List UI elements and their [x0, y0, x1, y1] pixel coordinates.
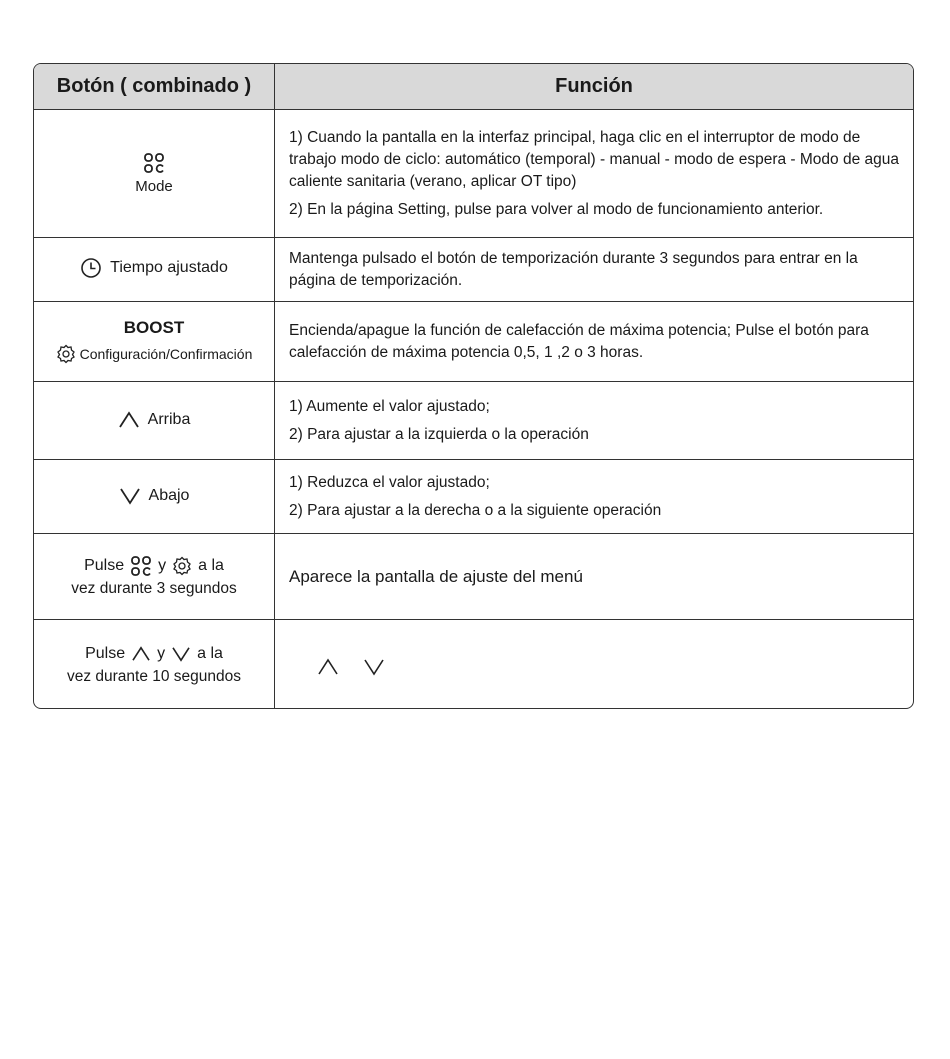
function-text: 1) Cuando la pantalla en la interfaz principal, haga clic en el interruptor de modo de trabajo modo de ciclo: automático (temporal) - manual - modo de espera - Modo de agua caliente sanitaria (verano, aplicar OT tipo) [289, 128, 899, 190]
mode-grid-icon [130, 555, 152, 577]
config-label: Configuración/Confirmación [79, 345, 253, 362]
gear-icon [56, 344, 76, 364]
header-button: Botón ( combinado ) [34, 64, 275, 110]
function-text: Mantenga pulsado el botón de temporización durante 3 segundos para entrar en la página de temporización. [289, 249, 858, 289]
pulse-text: Pulse [84, 556, 125, 574]
arriba-label: Arriba [147, 410, 191, 428]
header-row [34, 64, 913, 110]
arrow-pair [317, 658, 385, 676]
table-row [34, 238, 913, 302]
chevron-up-icon [131, 646, 151, 662]
mode-label: Mode [135, 178, 173, 195]
table-row [34, 460, 913, 534]
y-text: y [158, 556, 167, 574]
chevron-down-icon [363, 658, 385, 676]
table-row [34, 110, 913, 238]
function-text: 2) En la página Setting, pulse para volver al modo de funcionamiento anterior. [289, 200, 824, 218]
gear-icon [172, 556, 192, 576]
ala-text: a la [198, 556, 224, 574]
function-text: Encienda/apague la función de calefacción de máxima potencia; Pulse el botón para calefacción de máxima potencia 0,5, 1 ,2 o 3 horas. [289, 321, 869, 361]
function-text: 2) Para ajustar a la derecha o a la siguiente operación [289, 501, 662, 519]
table-row [34, 620, 913, 710]
header-function: Función [275, 64, 914, 110]
table-row [34, 382, 913, 460]
function-table [33, 63, 914, 709]
abajo-label: Abajo [148, 486, 190, 504]
chevron-down-icon [171, 646, 191, 662]
table-row [34, 302, 913, 382]
boost-title: BOOST [123, 317, 185, 337]
chevron-up-icon [118, 411, 140, 429]
duration-text: vez durante 3 segundos [71, 579, 237, 597]
function-text: 1) Aumente el valor ajustado; [289, 397, 490, 415]
tiempo-label: Tiempo ajustado [110, 258, 228, 276]
function-text: 2) Para ajustar a la izquierda o la operación [289, 425, 589, 443]
mode-grid-icon [143, 152, 165, 174]
chevron-down-icon [119, 487, 141, 505]
function-text: Aparece la pantalla de ajuste del menú [289, 566, 583, 586]
table-row [34, 534, 913, 620]
function-grid [34, 64, 913, 709]
y-text: y [157, 644, 166, 662]
clock-icon [80, 257, 102, 279]
duration-text: vez durante 10 segundos [66, 667, 242, 685]
ala-text: a la [197, 644, 223, 662]
chevron-up-icon [317, 658, 339, 676]
function-text: 1) Reduzca el valor ajustado; [289, 473, 490, 491]
pulse-text: Pulse [85, 644, 126, 662]
